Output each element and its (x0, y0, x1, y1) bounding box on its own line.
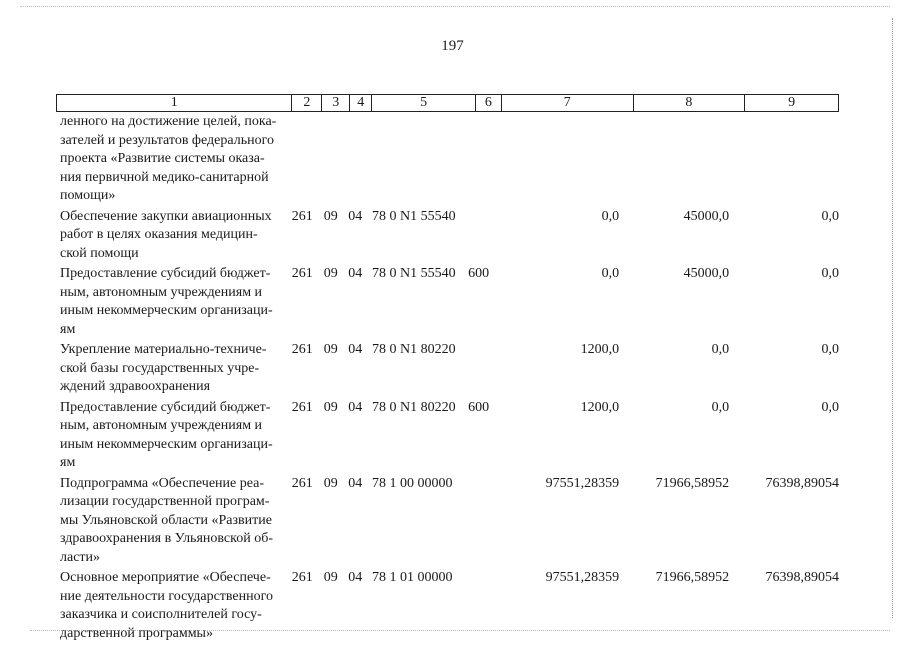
column-header-5: 5 (372, 95, 476, 111)
table-row (56, 113, 839, 206)
target-article-cell: 78 1 01 00000 (372, 570, 453, 585)
section-code-cell (317, 113, 344, 206)
column-header-9: 9 (788, 95, 796, 110)
row-name-line: Предоставление субсидий бюджет- (60, 266, 271, 281)
amount-col7-cell: 1200,0 (580, 342, 620, 357)
row-name-cell (56, 265, 288, 339)
amount-col7-cell: 0,0 (601, 266, 620, 281)
row-name-line: помощи» (60, 188, 116, 203)
row-name-cell (56, 113, 288, 206)
row-name-line: Подпрограмма «Обеспечение реа- (60, 475, 265, 491)
table-row (56, 341, 839, 397)
amount-col9-cell (733, 113, 839, 206)
admin-code-cell (288, 113, 317, 206)
table-row (56, 399, 839, 473)
column-header-2: 2 (292, 95, 322, 111)
amount-col9-cell: 0,0 (821, 399, 839, 415)
table-row (56, 265, 839, 339)
expense-type-cell (468, 475, 494, 568)
row-name-line: ленного на достижение целей, пока- (60, 114, 277, 129)
subsection-code-cell: 04 (348, 342, 363, 357)
amount-col8-cell (623, 113, 733, 206)
column-header-1: 1 (57, 95, 292, 111)
target-article-cell: 78 0 N1 80220 (372, 399, 456, 415)
row-name-cell (56, 208, 288, 264)
row-name-line: дарственной программы» (60, 625, 213, 641)
table-row (56, 208, 839, 264)
scan-edge-right (892, 18, 894, 618)
row-name-cell (56, 399, 288, 473)
admin-code-cell: 261 (291, 475, 313, 491)
section-code-cell: 09 (323, 570, 338, 585)
table-row (56, 569, 839, 643)
target-article-cell: 78 0 N1 80220 (372, 342, 456, 357)
row-name-line: проекта «Развитие системы оказа- (60, 151, 265, 166)
expense-type-cell (468, 113, 494, 206)
subsection-code-cell: 04 (348, 208, 363, 224)
admin-code-cell: 261 (291, 342, 313, 357)
table-row (56, 475, 839, 568)
row-name-cell (56, 341, 288, 397)
subsection-code-cell: 04 (348, 570, 363, 585)
subsection-code-cell: 04 (348, 475, 363, 491)
admin-code-cell: 261 (291, 208, 313, 224)
row-name-line: работ в целях оказания медицин- (60, 227, 258, 242)
scan-edge-top (20, 6, 890, 8)
section-code-cell: 09 (323, 208, 338, 224)
section-code-cell: 09 (323, 399, 338, 415)
row-name-line: Предоставление субсидий бюджет- (60, 399, 271, 415)
row-name-line: Обеспечение закупки авиационных (60, 208, 272, 224)
row-name-line: иным некоммерческим организаци- (60, 436, 273, 452)
column-header-8: 8 (634, 95, 746, 111)
amount-col9-cell: 0,0 (821, 208, 839, 224)
subsection-code-cell: 04 (348, 266, 363, 281)
row-name-line: иным некоммерческим организаци- (60, 303, 273, 318)
amount-col7-cell: 1200,0 (580, 399, 620, 415)
row-name-cell (56, 569, 288, 643)
amount-col9-cell: 76398,89054 (765, 570, 839, 585)
subsection-code-cell: 04 (348, 399, 363, 415)
expense-type-cell: 600 (468, 266, 490, 281)
row-name-line: Основное мероприятие «Обеспече- (60, 570, 271, 585)
row-name-line: ным, автономным учреждениям и (60, 418, 263, 433)
target-article-cell: 78 1 00 00000 (372, 475, 453, 491)
row-name-line: ния первичной медико-санитарной (60, 169, 269, 185)
row-name-line: ласти» (60, 549, 101, 565)
row-name-line: заказчика и соисполнителей госу- (60, 607, 262, 622)
amount-col8-cell: 45000,0 (683, 266, 730, 281)
section-code-cell: 09 (323, 475, 338, 491)
row-name-line: зателей и результатов федерального (60, 132, 274, 148)
target-article-cell: 78 0 N1 55540 (372, 208, 456, 224)
table-header-row (56, 94, 839, 112)
section-code-cell: 09 (323, 342, 338, 357)
page-number: 197 (441, 38, 464, 54)
row-name-line: ям (60, 455, 76, 470)
amount-col8-cell: 0,0 (711, 342, 730, 357)
amount-col9-cell: 0,0 (821, 266, 839, 281)
admin-code-cell: 261 (291, 570, 313, 585)
amount-col7-cell (494, 113, 624, 206)
expense-type-cell (468, 569, 494, 643)
row-name-line: ным, автономным учреждениям и (60, 284, 263, 300)
target-article-cell (366, 113, 468, 206)
column-header-4: 4 (350, 95, 372, 111)
row-name-line: здравоохранения в Ульяновской об- (60, 531, 273, 546)
expense-type-cell (468, 341, 494, 397)
column-header-3: 3 (322, 95, 350, 111)
amount-col7-cell: 0,0 (601, 208, 620, 224)
row-name-cell (56, 475, 288, 568)
amount-col9-cell: 0,0 (821, 342, 839, 357)
row-name-line: лизации государственной програм- (60, 494, 270, 509)
amount-col8-cell: 0,0 (711, 399, 730, 415)
row-name-line: ской базы государственных учре- (60, 360, 260, 376)
section-code-cell: 09 (323, 266, 338, 281)
row-name-line: ние деятельности государственного (60, 588, 274, 604)
column-header-6: 6 (476, 95, 502, 111)
amount-col9-cell: 76398,89054 (765, 475, 839, 491)
column-header-7: 7 (502, 95, 634, 111)
table-body (56, 113, 839, 645)
amount-col8-cell: 71966,58952 (655, 475, 730, 491)
target-article-cell: 78 0 N1 55540 (372, 266, 456, 281)
admin-code-cell: 261 (291, 399, 313, 415)
expense-type-cell (468, 208, 494, 264)
subsection-code-cell (344, 113, 366, 206)
amount-col8-cell: 45000,0 (683, 208, 730, 224)
amount-col8-cell: 71966,58952 (655, 570, 730, 585)
admin-code-cell: 261 (291, 266, 313, 281)
row-name-line: мы Ульяновской области «Развитие (60, 512, 272, 528)
amount-col7-cell: 97551,28359 (545, 475, 620, 491)
row-name-line: ждений здравоохранения (60, 379, 211, 394)
row-name-line: ям (60, 321, 76, 337)
amount-col7-cell: 97551,28359 (545, 570, 620, 585)
row-name-line: ской помощи (60, 245, 139, 261)
row-name-line: Укрепление материально-техниче- (60, 342, 267, 357)
expense-type-cell: 600 (468, 399, 490, 415)
